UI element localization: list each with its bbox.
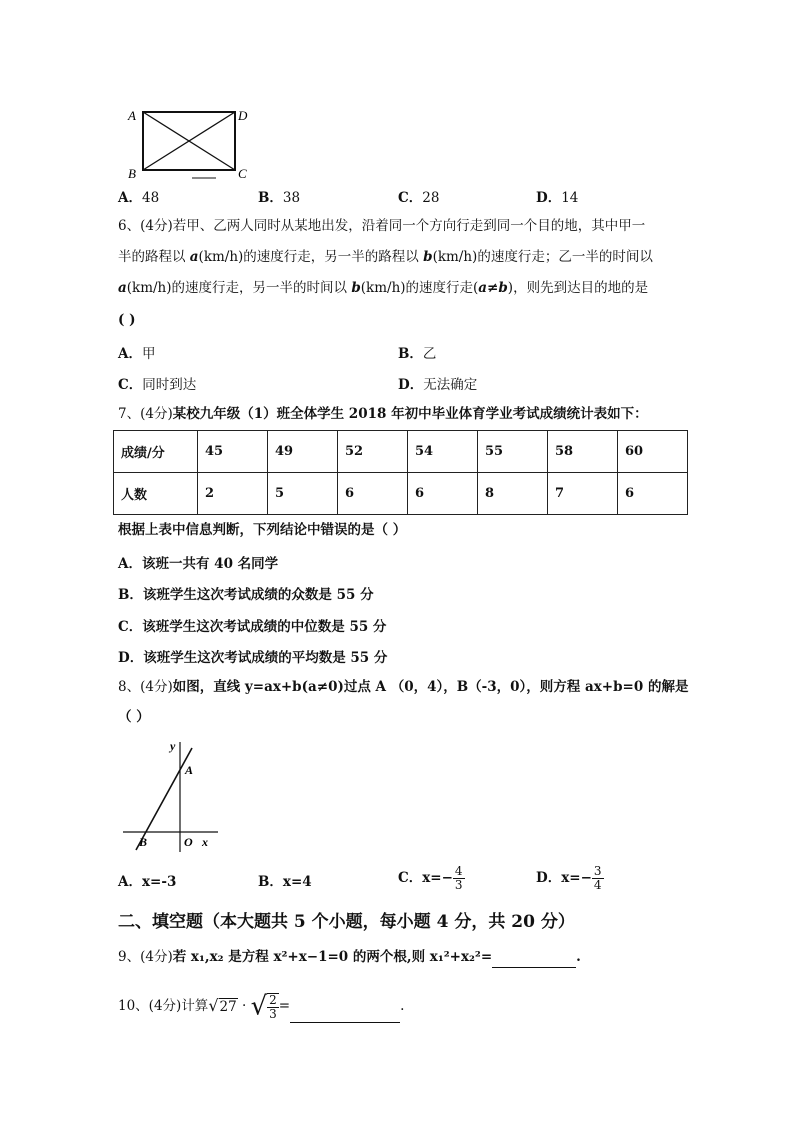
q7-option-b[interactable]: B．该班学生这次考试成绩的众数是 55 分 — [118, 587, 374, 603]
q6-option-d[interactable]: D．无法确定 — [398, 377, 478, 393]
table-cell: 45 — [198, 431, 268, 473]
q7-stem: 7、(4分)某校九年级（1）班全体学生 2018 年初中毕业体育学业考试成绩统计表如下： — [118, 406, 648, 422]
q6-option-a[interactable]: A．甲 — [118, 346, 156, 362]
table-row — [114, 473, 688, 515]
q8-option-d[interactable]: D．x=− $\frac{3}{4}$ — [536, 864, 602, 892]
q10-number: 10、(4分) — [118, 998, 182, 1014]
label-B: B — [128, 166, 136, 181]
q8-option-a[interactable]: A．x=-3 — [118, 874, 177, 890]
q6-paren: ( ) — [118, 312, 136, 328]
q6-line3: a(km/h)的速度行走，另一半的时间以 b(km/h)的速度行走(a≠b)，则先到达目的地的是 — [118, 280, 649, 296]
q7-question: 根据上表中信息判断，下列结论中错误的是（ ） — [118, 522, 407, 538]
table-cell: 6 — [408, 473, 478, 515]
table-cell: 人数 — [114, 473, 198, 515]
label-A: A — [128, 108, 136, 123]
q5-option-c[interactable]: C．28 — [398, 190, 440, 206]
label-y: y — [170, 739, 176, 753]
table-cell: 49 — [268, 431, 338, 473]
q10-stem: 10、(4分)计算√27 · √ $\frac{2}{3}$ = . — [118, 991, 405, 1022]
sqrt-fraction: √ $\frac{2}{3}$ — [250, 991, 277, 1022]
q9-stem: 9、(4分)若 x₁,x₂ 是方程 x²+x−1=0 的两个根,则 x₁²+x₂²= . — [118, 947, 581, 968]
table-cell: 60 — [618, 431, 688, 473]
q6-line1: 6、(4分)若甲、乙两人同时从某地出发，沿着同一个方向行走到同一个目的地，其中甲一 — [118, 218, 646, 234]
q8-number: 8、(4分) — [118, 679, 173, 695]
q7-option-d[interactable]: D．该班学生这次考试成绩的平均数是 55 分 — [118, 650, 388, 666]
line-graph-figure — [118, 736, 228, 856]
table-cell: 54 — [408, 431, 478, 473]
q8-option-c[interactable]: C．x=− $\frac{4}{3}$ — [398, 864, 463, 892]
table-cell: 2 — [198, 473, 268, 515]
q6-number: 6、(4分) — [118, 218, 173, 234]
sqrt-27: √27 — [208, 996, 237, 1015]
q9-number: 9、(4分) — [118, 949, 173, 965]
table-cell: 58 — [548, 431, 618, 473]
table-cell: 5 — [268, 473, 338, 515]
table-row — [114, 431, 688, 473]
q8-stem: 8、(4分)如图，直线 y=ax+b(a≠0)过点 A （0，4），B（-3，0），则方程 ax+b=0 的解是 — [118, 679, 689, 695]
q6-line2: 半的路程以 a(km/h)的速度行走，另一半的路程以 b(km/h)的速度行走；乙一半的时间以 — [118, 249, 653, 265]
q5-option-b[interactable]: B．38 — [258, 190, 301, 206]
label-B: B — [139, 835, 148, 849]
q6-option-c[interactable]: C．同时到达 — [118, 377, 197, 393]
q7-number: 7、(4分) — [118, 406, 173, 422]
q8-option-b[interactable]: B．x=4 — [258, 874, 312, 890]
table-cell: 6 — [338, 473, 408, 515]
section-title: 二、填空题（本大题共 5 个小题，每小题 4 分，共 20 分） — [118, 912, 575, 932]
label-D: D — [238, 108, 248, 123]
q7-option-a[interactable]: A．该班一共有 40 名同学 — [118, 556, 279, 572]
table-cell: 8 — [478, 473, 548, 515]
q8-paren: （ ） — [118, 709, 150, 725]
q9-answer-blank[interactable] — [492, 947, 576, 968]
q5-option-d[interactable]: D．14 — [536, 190, 579, 206]
q6-option-b[interactable]: B．乙 — [398, 346, 437, 362]
table-cell: 7 — [548, 473, 618, 515]
label-O: O — [184, 835, 193, 849]
score-table — [113, 430, 688, 515]
q7-option-c[interactable]: C．该班学生这次考试成绩的中位数是 55 分 — [118, 619, 387, 635]
table-cell: 成绩/分 — [114, 431, 198, 473]
rectangle-figure — [120, 100, 260, 182]
table-cell: 52 — [338, 431, 408, 473]
label-A: A — [185, 763, 194, 777]
label-x: x — [202, 835, 208, 849]
table-cell: 6 — [618, 473, 688, 515]
label-C: C — [238, 166, 247, 181]
q5-option-a[interactable]: A．48 — [118, 190, 160, 206]
q10-answer-blank[interactable] — [290, 990, 400, 1023]
table-cell: 55 — [478, 431, 548, 473]
